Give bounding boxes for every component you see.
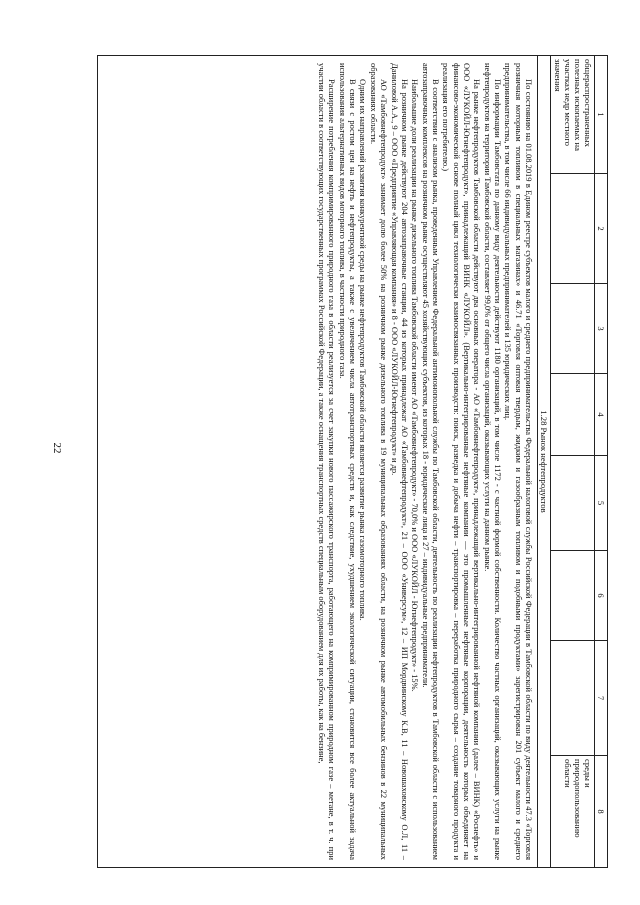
paragraph: Расширение потребления компримированного природного газа в области реализуется за счет закупки нового пассажирского транспорта, работающего на компримированном природном газе – метане, в т. ч. при участии области в соответствующих государственных программах Российской Федерации, а также оснащения транспортных средств специальным оборудованием для их работы, как на бензине, — [317, 63, 338, 860]
column-number-row — [595, 56, 608, 868]
col-number: 6 — [595, 551, 608, 641]
section-body-text — [99, 59, 536, 864]
paragraph: По состоянию на 01.08.2019 в Едином реестре субъектов малого и среднего предпринимательства Федеральной налоговой службы Российской Федерации в Тамбовской области по виду деятельности 47.3 «Торговля розничная моторным топливом в специальных магазинах» и 46.71 «Торговля оптовая твердым, жидким и газообразным топливом и подобными продуктами» зарегистрирован 201 субъект малого и среднего предпринимательства, в том числе 66 индивидуальных предпринимателей и 135 юридических лиц. — [503, 63, 534, 860]
empty-cell — [551, 551, 595, 641]
col-number: 3 — [595, 284, 608, 374]
rotated-page-content — [78, 55, 608, 867]
paragraph: АО «Тамбовнефтепродукт» занимает долю более 50% на розничном рынке дизельного топлива в 19 муниципальных образованиях области, на розничном рынке автомобильных бензинов в 22 муниципальных образованиях области. — [368, 63, 390, 860]
section-title: 1.28 Рынок нефтепродуктов — [538, 56, 551, 868]
col-number: 1 — [595, 56, 608, 174]
col-number: 2 — [595, 174, 608, 284]
col-number: 4 — [595, 374, 608, 456]
paragraph: В связи с ростом цен на нефть и нефтепродукты, а также с увеличением числа автотранспортных средств и, как следствие, ухудшением экологической ситуации, становится все более актуальной задача использования альтернативных видов моторного топлива, в частности природного газа. — [337, 63, 359, 860]
data-table — [97, 55, 608, 868]
page-number: 22 — [51, 442, 63, 454]
paragraph: На рынке нефтепродуктов Тамбовской области действуют два основных оператора - АО «Тамбовнефтепродукт», принадлежащий вертикально-интегрированной нефтяной компании (далее – ВИНК) «Роснефть» и ООО «ЛУКОЙЛ-Югнефтепродукт», принадлежащий ВИНК «ЛУКОЙЛ». (Вертикально-интегрированные нефтяные компании — это промышленные нефтяные корпорации, деятельность которых объединяет на финансово-экономической основе полный цикл технологически взаимосвязанных производств: поиск, разведка и добыча нефти – транспортировка – переработка природного сырья – создание товарного продукта и реализация его потребителю.) — [441, 63, 483, 860]
col-number: 5 — [595, 456, 608, 551]
section-body-row — [98, 56, 538, 868]
paragraph: На розничном рынке действуют 204 автозаправочные станции, 44 из которых принадлежат АО «Тамбовнефтепродукт», 21 – ООО «Универсум», 12 – ИП Мордвинскому К.В, 11 – Новошаховскому О.Л, 11 – Даниловой А.А., 9 – ООО «Предприятие «Управляющая компания» и 8 - ООО «ЛУКОЙЛ-Югнефтепродукт» и др. — [389, 63, 410, 860]
col-number: 8 — [595, 756, 608, 868]
paragraph: В соответствии с анализом рынка, проведенным Управлением Федеральной антимонопольной службы по Тамбовской области, деятельность по реализации нефтепродуктов в Тамбовской области с использованием автозаправочных комплексов на розничном рынке осуществляют 45 хозяйствующих субъектов, из которых 18 - юридические лица и 27 – индивидуальные предприниматели. — [420, 63, 441, 860]
row-cell-col1: общераспространенных полезных ископаемых на участках недр местного значения — [551, 56, 595, 174]
row-cell-col8: среды и природопользованию области — [551, 756, 595, 868]
empty-cell — [551, 641, 595, 756]
paragraph: По информации Тамбовстата по данному виду деятельности действуют 1180 организаций, в том числе 1172 - с частной формой собственности. Количество частных организаций, оказывающих услуги на рынке нефтепродуктов на территории Тамбовской области, составляет 99,0% от общего числа организаций, оказывающих услуги на данном рынке. — [482, 63, 503, 860]
col-number: 7 — [595, 641, 608, 756]
section-heading-row — [538, 56, 551, 868]
empty-cell — [551, 456, 595, 551]
paragraph: Одним их направлений развития конкурентной среды на рынке нефтепродуктов Тамбовской области является развитие рынка газомоторного топлива. — [358, 79, 369, 621]
section-body-cell — [98, 56, 538, 868]
table-row — [551, 56, 595, 868]
empty-cell — [551, 174, 595, 284]
empty-cell — [551, 284, 595, 374]
paragraph: Наибольшие доли реализации на рынке дизельного топлива Тамбовской области имеют АО «Тамбовнефтепродукт» - 70,0% и ООО «ЛУКОЙЛ - Югнефтепродукт» - 15%. — [410, 79, 421, 692]
empty-cell — [551, 374, 595, 456]
